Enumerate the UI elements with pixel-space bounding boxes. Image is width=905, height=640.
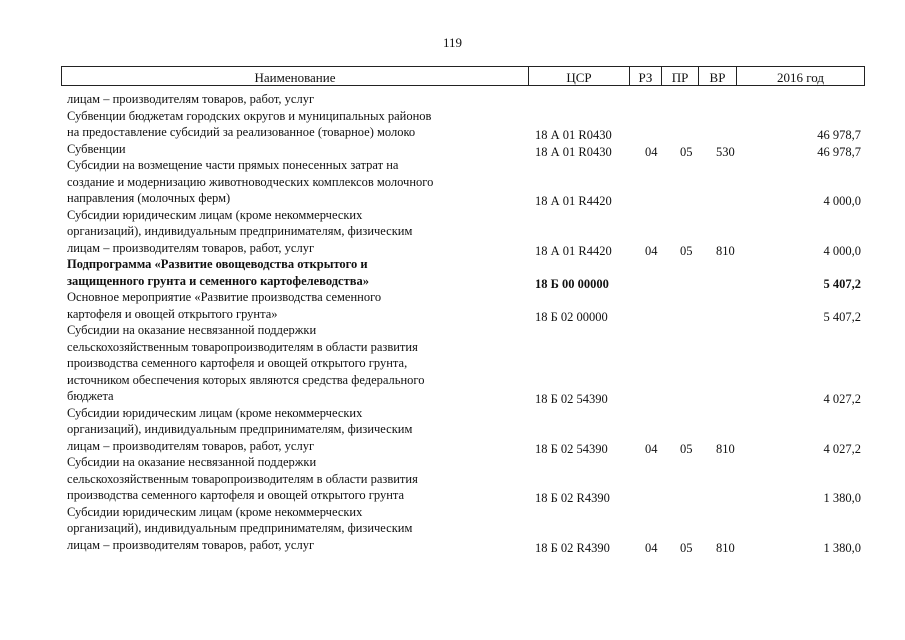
row-name-line: защищенного грунта и семенного картофелеводства» — [67, 273, 369, 288]
row-name-line: лицам – производителям товаров, работ, услуг — [67, 537, 315, 552]
row-name-line: Субвенции — [67, 141, 126, 156]
page-number: 119 — [442, 35, 463, 50]
row-name-line: Субсидии на оказание несвязанной поддержки — [67, 323, 317, 337]
row-amount: 5 407,2 — [823, 276, 861, 291]
row-rz: 04 — [645, 441, 658, 456]
row-pr: 05 — [680, 243, 693, 258]
row-amount: 1 380,0 — [823, 540, 861, 555]
row-csr: 18 А 01 R0430 — [535, 128, 612, 142]
row-csr: 18 Б 02 R4390 — [535, 540, 610, 555]
row-csr: 18 Б 02 R4390 — [535, 491, 610, 505]
row-name-line: направления (молочных ферм) — [67, 191, 231, 205]
row-name-line: организаций), индивидуальным предпринимателям, физическим — [67, 224, 413, 238]
row-csr: 18 Б 02 54390 — [535, 392, 608, 406]
row-name-line: организаций), индивидуальным предпринимателям, физическим — [67, 521, 413, 535]
row-name-line: производства семенного картофеля и овощей открытого грунта — [67, 488, 405, 502]
row-rz: 04 — [645, 540, 658, 555]
row-csr: 18 А 01 R4420 — [535, 194, 612, 208]
row-name-line: источником обеспечения которых являются средства федерального — [67, 372, 425, 387]
row-name-line: Основное мероприятие «Развитие производства семенного — [67, 290, 382, 304]
row-csr: 18 А 01 R4420 — [535, 243, 612, 258]
row-name-line: Субсидии юридическим лицам (кроме некоммерческих — [67, 504, 363, 519]
row-csr: 18 А 01 R0430 — [535, 144, 612, 159]
row-name-line: лицам – производителям товаров, работ, услуг — [67, 240, 315, 255]
row-vr: 810 — [716, 243, 735, 258]
row-vr: 810 — [716, 540, 735, 555]
header-rz: РЗ — [638, 70, 653, 85]
row-pr: 05 — [680, 144, 693, 159]
row-name-line: Субсидии на возмещение части прямых понесенных затрат на — [67, 158, 399, 172]
row-csr: 18 Б 00 00000 — [535, 276, 609, 291]
row-name-line: Субсидии юридическим лицам (кроме некоммерческих — [67, 405, 363, 420]
row-name-line: Подпрограмма «Развитие овощеводства открытого и — [67, 257, 368, 271]
header-csr: ЦСР — [566, 70, 592, 85]
row-name-line: на предоставление субсидий за реализованное (товарное) молоко — [67, 125, 416, 139]
header-year: 2016 год — [777, 70, 824, 85]
row-name-line: картофеля и овощей открытого грунта» — [67, 306, 278, 321]
row-vr: 530 — [716, 144, 735, 159]
row-amount: 4 000,0 — [823, 243, 861, 258]
row-name-line: сельскохозяйственным товаропроизводителям в области развития — [67, 471, 418, 486]
row-rz: 04 — [645, 243, 658, 258]
row-amount: 1 380,0 — [823, 491, 861, 505]
row-name-line: лицам – производителям товаров, работ, услуг — [67, 92, 315, 106]
row-amount: 4 027,2 — [823, 392, 861, 406]
header-name: Наименование — [254, 70, 336, 85]
row-amount: 46 978,7 — [817, 144, 861, 159]
row-name-line: бюджета — [67, 389, 114, 403]
row-csr: 18 Б 02 54390 — [535, 441, 608, 456]
row-name-line: Субвенции бюджетам городских округов и муниципальных районов — [67, 108, 432, 123]
row-csr: 18 Б 02 00000 — [535, 309, 608, 324]
row-vr: 810 — [716, 441, 735, 456]
row-amount: 5 407,2 — [823, 309, 861, 324]
row-name-line: Субсидии юридическим лицам (кроме некоммерческих — [67, 207, 363, 222]
row-rz: 04 — [645, 144, 658, 159]
table-header — [61, 66, 865, 86]
row-name-line: сельскохозяйственным товаропроизводителям в области развития — [67, 339, 418, 354]
row-pr: 05 — [680, 540, 693, 555]
header-pr: ПР — [671, 70, 689, 85]
header-vr: ВР — [709, 70, 726, 85]
row-name-line: Субсидии на оказание несвязанной поддержки — [67, 455, 317, 469]
row-name-line: создание и модернизацию животноводческих комплексов молочного — [67, 174, 434, 189]
row-amount: 4 027,2 — [823, 441, 861, 456]
row-name-line: организаций), индивидуальным предпринимателям, физическим — [67, 422, 413, 436]
row-name-line: лицам – производителям товаров, работ, услуг — [67, 438, 315, 453]
row-amount: 46 978,7 — [817, 128, 861, 142]
row-amount: 4 000,0 — [823, 194, 861, 208]
row-pr: 05 — [680, 441, 693, 456]
row-name-line: производства семенного картофеля и овощей открытого грунта, — [67, 356, 408, 370]
